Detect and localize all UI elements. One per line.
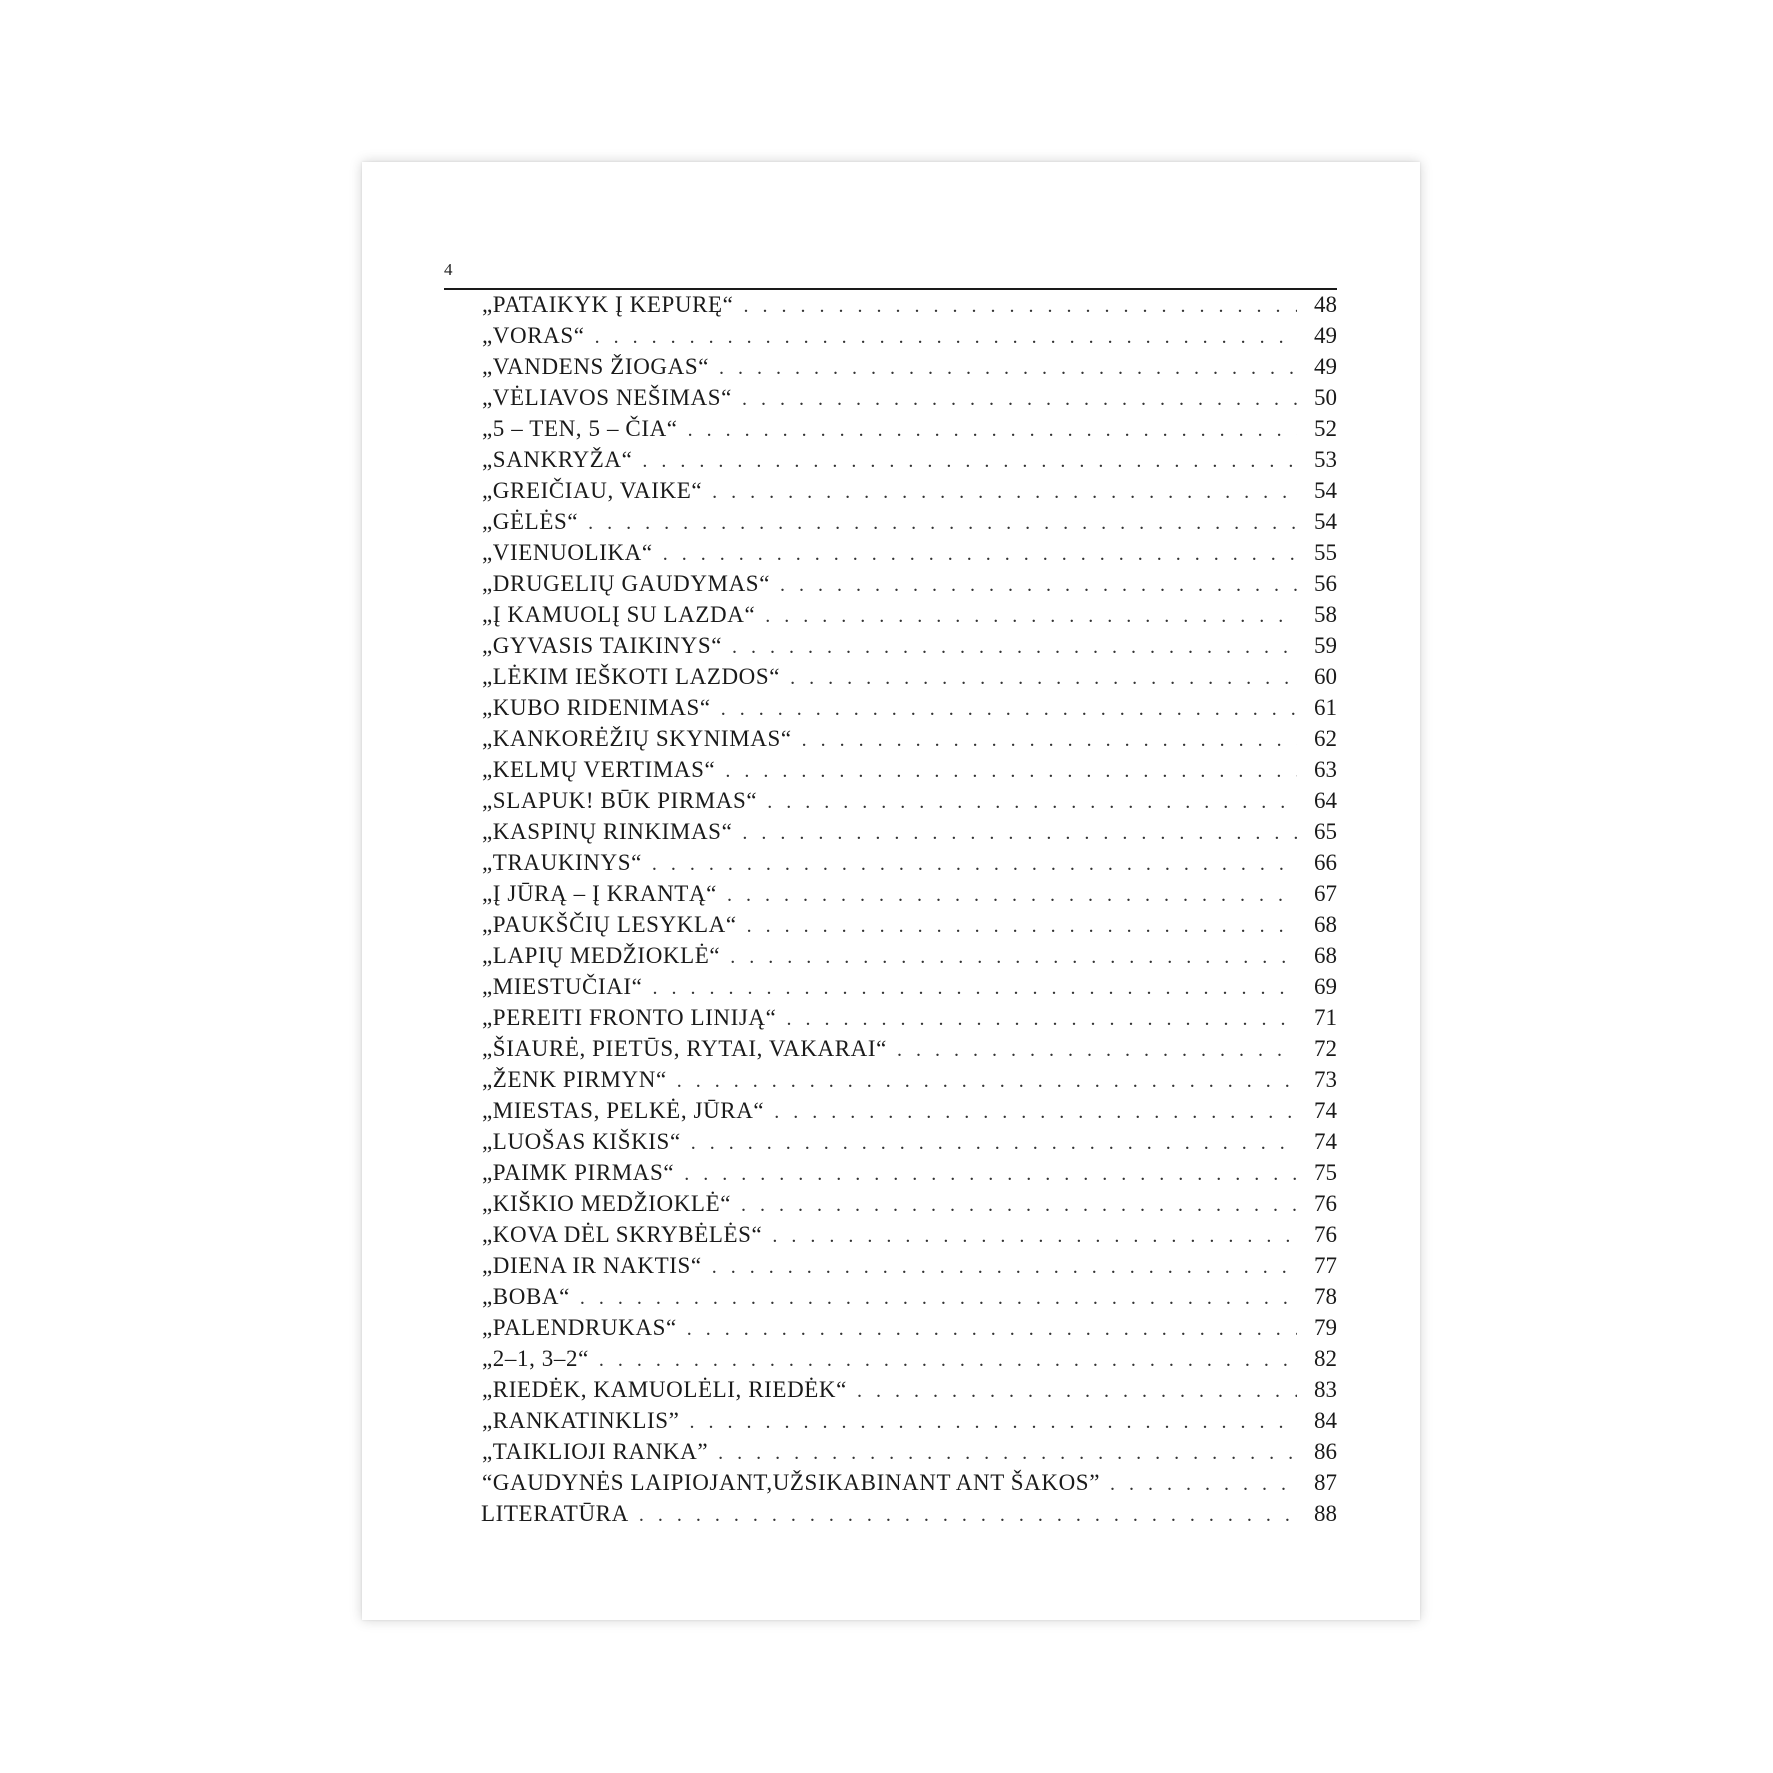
toc-entry <box>482 1095 1337 1126</box>
toc-dot-leader <box>653 973 1298 1004</box>
page-number: 4 <box>444 260 453 279</box>
toc-entry-page: 84 <box>1314 1408 1337 1433</box>
toc-entry-page: 74 <box>1314 1129 1337 1154</box>
toc-entry-title: „KOVA DĖL SKRYBĖLĖS“ <box>482 1222 763 1247</box>
toc-dot-leader <box>684 1159 1297 1190</box>
toc-entry-title: „MIESTAS, PELKĖ, JŪRA“ <box>482 1098 765 1123</box>
toc-entry <box>482 971 1337 1002</box>
toc-dot-leader <box>639 1500 1297 1531</box>
toc-entry-page: 54 <box>1314 509 1337 534</box>
toc-entry <box>482 940 1337 971</box>
toc-entry-title: „VORAS“ <box>482 323 585 348</box>
toc-entry <box>482 537 1337 568</box>
document-page <box>362 162 1420 1620</box>
toc-entry-page: 77 <box>1314 1253 1337 1278</box>
toc-dot-leader <box>727 880 1297 911</box>
toc-dot-leader <box>742 818 1297 849</box>
toc-entry <box>482 754 1337 785</box>
toc-dot-leader <box>725 756 1297 787</box>
toc-entry-title: „BOBA“ <box>482 1284 570 1309</box>
toc-entry <box>482 320 1337 351</box>
toc-entry-page: 48 <box>1314 292 1337 317</box>
toc-entry-page: 78 <box>1314 1284 1337 1309</box>
toc-entry <box>482 847 1337 878</box>
toc-entry-page: 82 <box>1314 1346 1337 1371</box>
toc-entry-title: „PATAIKYK Į KEPURĘ“ <box>482 292 734 317</box>
toc-entry-page: 68 <box>1314 912 1337 937</box>
toc-entry <box>482 506 1337 537</box>
toc-dot-leader <box>663 539 1297 570</box>
toc-dot-leader <box>712 1252 1297 1283</box>
toc-entry-title: „ŽENK PIRMYN“ <box>482 1067 667 1092</box>
toc-entry-title: „GĖLĖS“ <box>482 509 579 534</box>
toc-dot-leader <box>718 1438 1297 1469</box>
toc-dot-leader <box>580 1283 1297 1314</box>
toc-dot-leader <box>786 1004 1297 1035</box>
toc-entry-page: 76 <box>1314 1222 1337 1247</box>
toc-entry-page: 76 <box>1314 1191 1337 1216</box>
toc-dot-leader <box>772 1221 1297 1252</box>
toc-entry-title: „RANKATINKLIS” <box>482 1408 680 1433</box>
toc-entry-page: 50 <box>1314 385 1337 410</box>
page-header <box>444 254 1337 290</box>
toc-entry <box>482 909 1337 940</box>
toc-entry-title: „VĖLIAVOS NEŠIMAS“ <box>482 385 732 410</box>
toc-dot-leader <box>687 1314 1297 1345</box>
toc-dot-leader <box>857 1376 1297 1407</box>
toc-dot-leader <box>780 570 1297 601</box>
toc-entry-page: 88 <box>1314 1501 1337 1526</box>
toc-dot-leader <box>743 291 1297 322</box>
toc-entry-title: „ŠIAURĖ, PIETŪS, RYTAI, VAKARAI“ <box>482 1036 887 1061</box>
toc-entry-title: „PAIMK PIRMAS“ <box>482 1160 675 1185</box>
toc-entry <box>482 1064 1337 1095</box>
toc-dot-leader <box>730 942 1297 973</box>
toc-entry-page: 63 <box>1314 757 1337 782</box>
toc-entry-title: „MIESTUČIAI“ <box>482 974 643 999</box>
toc-entry-page: 64 <box>1314 788 1337 813</box>
toc-entry-page: 55 <box>1314 540 1337 565</box>
toc-entry-title: „Į KAMUOLĮ SU LAZDA“ <box>482 602 756 627</box>
toc-entry <box>482 630 1337 661</box>
toc-dot-leader <box>767 787 1297 818</box>
toc-entry-page: 59 <box>1314 633 1337 658</box>
toc-dot-leader <box>732 632 1297 663</box>
toc-entry-title: „KELMŲ VERTIMAS“ <box>482 757 716 782</box>
toc-entry <box>482 382 1337 413</box>
toc-entry-title: „RIEDĖK, KAMUOLĖLI, RIEDĖK“ <box>482 1377 847 1402</box>
toc-entry-title: „DRUGELIŲ GAUDYMAS“ <box>482 571 771 596</box>
toc-dot-leader <box>712 477 1297 508</box>
toc-entry-page: 79 <box>1314 1315 1337 1340</box>
toc-dot-leader <box>599 1345 1297 1376</box>
toc-entry <box>482 1374 1337 1405</box>
toc-entry <box>482 1157 1337 1188</box>
toc-dot-leader <box>742 384 1297 415</box>
toc-entry-page: 72 <box>1314 1036 1337 1061</box>
toc-entry-page: 66 <box>1314 850 1337 875</box>
toc-entry-title: „PALENDRUKAS“ <box>482 1315 677 1340</box>
toc-dot-leader <box>689 1407 1297 1438</box>
toc-entry <box>482 599 1337 630</box>
toc-dot-leader <box>652 849 1297 880</box>
toc-entry <box>482 1126 1337 1157</box>
toc-entry-title: „KIŠKIO MEDŽIOKLĖ“ <box>482 1191 732 1216</box>
toc-entry <box>482 785 1337 816</box>
toc-entry-title: „PEREITI FRONTO LINIJĄ“ <box>482 1005 777 1030</box>
toc-entry-page: 74 <box>1314 1098 1337 1123</box>
toc-entry-title: LITERATŪRA <box>481 1501 629 1526</box>
toc-entry <box>482 816 1337 847</box>
toc-entry-page: 61 <box>1314 695 1337 720</box>
toc-entry-title: „KASPINŲ RINKIMAS“ <box>482 819 733 844</box>
toc-entry-title: „LUOŠAS KIŠKIS“ <box>482 1129 681 1154</box>
toc-entry-page: 71 <box>1314 1005 1337 1030</box>
toc-entry-page: 54 <box>1314 478 1337 503</box>
toc-entry <box>482 1188 1337 1219</box>
toc-dot-leader <box>747 911 1297 942</box>
toc-dot-leader <box>677 1066 1297 1097</box>
toc-entry <box>482 289 1337 320</box>
toc-entry-page: 62 <box>1314 726 1337 751</box>
toc-dot-leader <box>719 353 1297 384</box>
toc-entry-page: 87 <box>1314 1470 1337 1495</box>
toc-entry-page: 86 <box>1314 1439 1337 1464</box>
toc-entry <box>482 1343 1337 1374</box>
toc-entry <box>482 444 1337 475</box>
toc-entry-page: 56 <box>1314 571 1337 596</box>
toc-entry-page: 83 <box>1314 1377 1337 1402</box>
toc-entry <box>482 1219 1337 1250</box>
toc-entry <box>482 475 1337 506</box>
toc-entry-title: „Į JŪRĄ – Į KRANTĄ“ <box>482 881 717 906</box>
toc-entry-title: „2–1, 3–2“ <box>482 1346 589 1371</box>
toc-dot-leader <box>741 1190 1297 1221</box>
toc-dot-leader <box>897 1035 1297 1066</box>
toc-dot-leader <box>721 694 1297 725</box>
toc-entry-page: 52 <box>1314 416 1337 441</box>
toc-entry-title: „TRAUKINYS“ <box>482 850 642 875</box>
toc-entry-page: 53 <box>1314 447 1337 472</box>
toc-entry-title: „PAUKŠČIŲ LESYKLA“ <box>482 912 737 937</box>
toc-entry <box>482 1281 1337 1312</box>
toc-entry <box>482 1405 1337 1436</box>
toc-entry <box>482 878 1337 909</box>
toc-dot-leader <box>688 415 1297 446</box>
toc-entry <box>482 351 1337 382</box>
toc-entry-page: 69 <box>1314 974 1337 999</box>
toc-entry-title: „VIENUOLIKA“ <box>482 540 653 565</box>
toc-dot-leader <box>595 322 1297 353</box>
toc-entry-title: „LĖKIM IEŠKOTI LAZDOS“ <box>482 664 781 689</box>
toc-entry-title: „TAIKLIOJI RANKA” <box>482 1439 709 1464</box>
toc-entry-title: „5 – TEN, 5 – ČIA“ <box>482 416 678 441</box>
toc-dot-leader <box>588 508 1297 539</box>
toc-entry-title: „SLAPUK! BŪK PIRMAS“ <box>482 788 758 813</box>
toc-entry-title: „LAPIŲ MEDŽIOKLĖ“ <box>482 943 721 968</box>
toc-entry-page: 49 <box>1314 354 1337 379</box>
toc-entry-page: 58 <box>1314 602 1337 627</box>
toc-entry-page: 68 <box>1314 943 1337 968</box>
toc-entry-title: “GAUDYNĖS LAIPIOJANT,UŽSIKABINANT ANT ŠAKOS” <box>482 1470 1100 1495</box>
toc-dot-leader <box>790 663 1297 694</box>
toc-entry-page: 75 <box>1314 1160 1337 1185</box>
toc-dot-leader <box>774 1097 1297 1128</box>
toc-entry <box>482 723 1337 754</box>
toc-entry <box>482 1312 1337 1343</box>
toc-dot-leader <box>642 446 1297 477</box>
toc-dot-leader <box>691 1128 1297 1159</box>
toc-entry-title: „SANKRYŽA“ <box>482 447 633 472</box>
toc-entry <box>482 568 1337 599</box>
toc-entry <box>482 1250 1337 1281</box>
toc-entry-page: 49 <box>1314 323 1337 348</box>
toc-entry-title: „VANDENS ŽIOGAS“ <box>482 354 710 379</box>
toc-entry-title: „KUBO RIDENIMAS“ <box>482 695 711 720</box>
toc-entry <box>482 661 1337 692</box>
toc-entry <box>482 692 1337 723</box>
toc-entry-page: 67 <box>1314 881 1337 906</box>
toc-entry <box>482 1467 1337 1498</box>
toc-entry <box>481 1498 1337 1529</box>
toc-entry-title: „GREIČIAU, VAIKE“ <box>482 478 703 503</box>
toc-dot-leader <box>765 601 1297 632</box>
toc-entry-page: 60 <box>1314 664 1337 689</box>
toc-dot-leader <box>802 725 1297 756</box>
toc-entry-page: 65 <box>1314 819 1337 844</box>
table-of-contents <box>482 289 1337 1529</box>
toc-entry-page: 73 <box>1314 1067 1337 1092</box>
toc-entry-title: „KANKORĖŽIŲ SKYNIMAS“ <box>482 726 792 751</box>
toc-entry-title: „GYVASIS TAIKINYS“ <box>482 633 723 658</box>
toc-dot-leader <box>1110 1469 1297 1500</box>
toc-entry-title: „DIENA IR NAKTIS“ <box>482 1253 702 1278</box>
toc-entry <box>482 1033 1337 1064</box>
toc-entry <box>482 1002 1337 1033</box>
toc-entry <box>482 1436 1337 1467</box>
toc-entry <box>482 413 1337 444</box>
